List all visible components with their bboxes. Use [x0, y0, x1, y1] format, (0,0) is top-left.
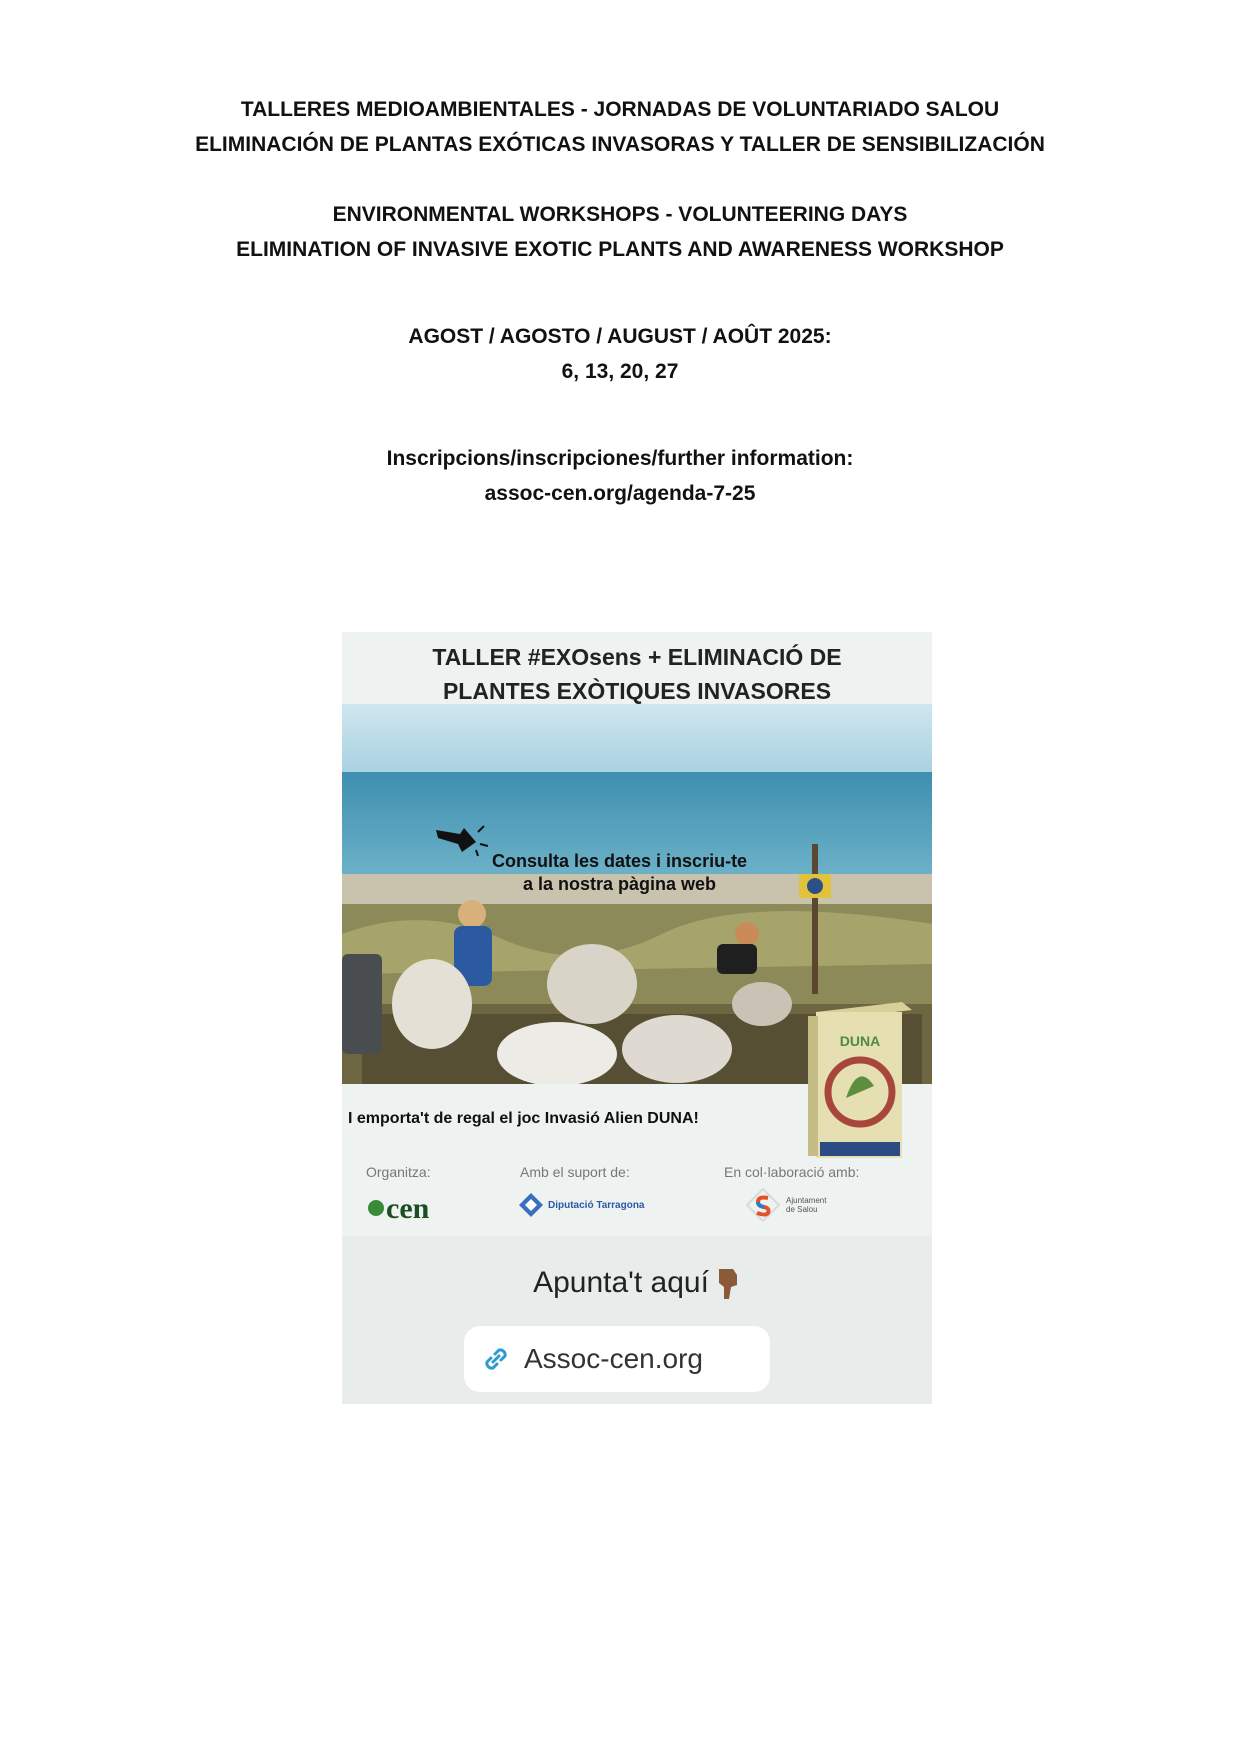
english-title-line-1: ENVIRONMENTAL WORKSHOPS - VOLUNTEERING DAYS: [332, 203, 908, 226]
salou-emblem-icon: [746, 1188, 780, 1222]
consult-dates-text: [492, 850, 747, 896]
cta-label: Apunta't aquí: [533, 1266, 709, 1299]
month-line: AGOST / AGOSTO / AUGUST / AOÛT 2025:: [408, 325, 832, 348]
duna-game-box: [808, 1002, 912, 1162]
event-poster: [342, 632, 932, 1404]
spanish-title-line-2: ELIMINACIÓN DE PLANTAS EXÓTICAS INVASORAS Y TALLER DE SENSIBILIZACIÓN: [195, 133, 1045, 156]
spanish-title-line-1: TALLERES MEDIOAMBIENTALES - JORNADAS DE VOLUNTARIADO SALOU: [240, 98, 1000, 121]
cta-text: [342, 1266, 932, 1301]
cta-band: [342, 1236, 932, 1404]
english-title-line-2: ELIMINATION OF INVASIVE EXOTIC PLANTS AND AWARENESS WORKSHOP: [236, 238, 1004, 261]
diputacio-text: Diputació Tarragona: [548, 1199, 645, 1211]
consult-line-1: Consulta les dates i inscriu-te: [492, 851, 748, 871]
arrow-icon: [434, 824, 490, 858]
days-line: 6, 13, 20, 27: [561, 360, 679, 383]
game-box-label: DUNA: [839, 1033, 881, 1049]
diputacio-emblem-icon: [518, 1192, 544, 1218]
poster-title-line-1: TALLER #EXOsens + ELIMINACIÓ DE: [432, 644, 842, 670]
collab-label: En col·laboració amb:: [724, 1164, 860, 1180]
info-label: Inscripcions/inscripciones/further information:: [386, 447, 854, 470]
english-heading: [0, 197, 1240, 267]
website-link-text[interactable]: Assoc-cen.org: [524, 1343, 703, 1374]
cen-logo-text: cen: [386, 1192, 430, 1225]
pointing-hand-icon: [715, 1267, 741, 1301]
spanish-heading: [0, 92, 1240, 162]
info-url[interactable]: assoc-cen.org/agenda-7-25: [484, 482, 756, 505]
organizer-label: Organitza:: [366, 1164, 431, 1180]
diputacio-logo: [518, 1192, 645, 1218]
info-block: [0, 441, 1240, 511]
dates-block: [0, 319, 1240, 389]
cen-logo: [364, 1188, 454, 1228]
salou-text: Ajuntament de Salou: [786, 1196, 827, 1214]
support-label: Amb el suport de:: [520, 1164, 630, 1180]
salou-logo: [746, 1188, 836, 1222]
gift-text: I emporta't de regal el joc Invasió Alien DUNA!: [348, 1110, 699, 1127]
consult-line-2: a la nostra pàgina web: [523, 874, 717, 894]
link-icon: [478, 1341, 514, 1377]
poster-title-line-2: PLANTES EXÒTIQUES INVASORES: [442, 678, 832, 704]
website-link-button[interactable]: [464, 1326, 770, 1392]
